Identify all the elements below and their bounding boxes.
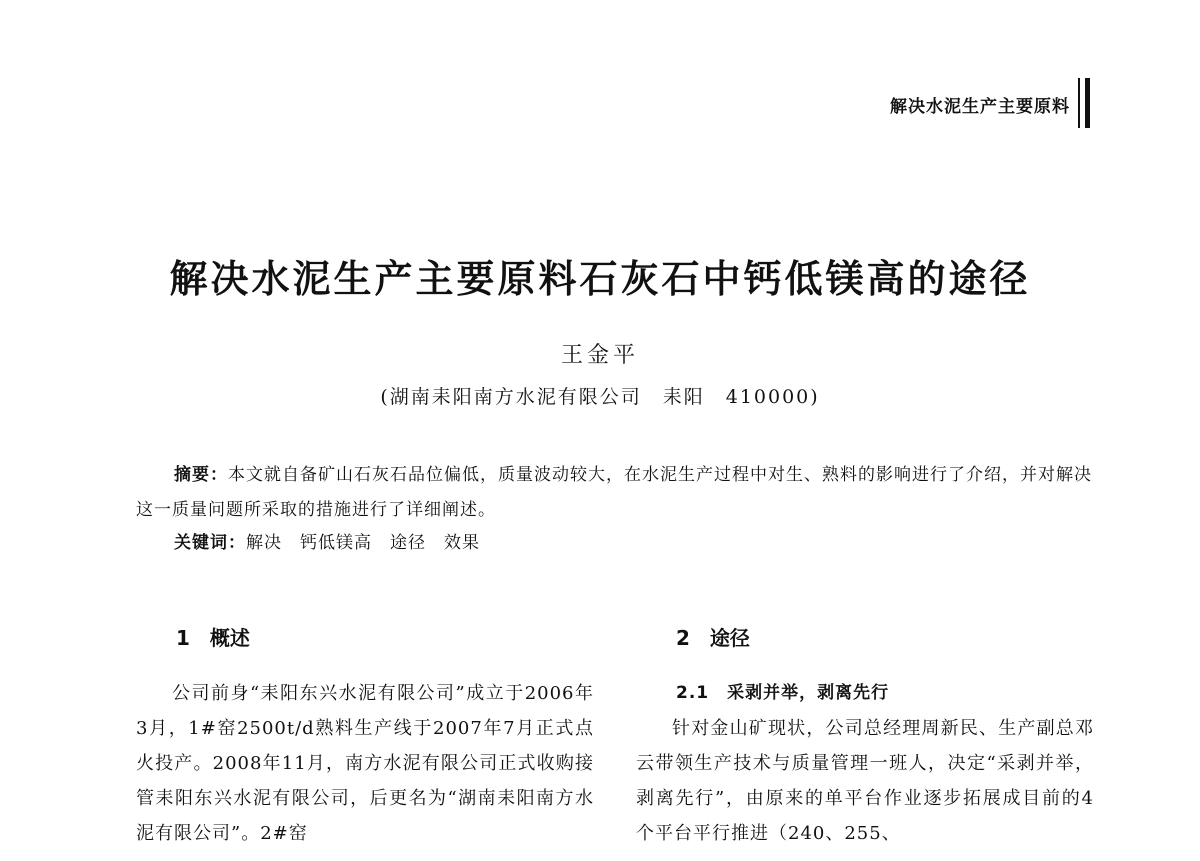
keywords-label: 关键词： [174, 533, 246, 553]
section-2-heading: 2 途径 [676, 626, 750, 650]
keywords-text: 解决 钙低镁高 途径 效果 [246, 533, 480, 553]
author: 王金平 [560, 343, 639, 368]
header-rule-thick [1085, 78, 1090, 128]
abstract [136, 458, 1096, 528]
paper-title: 解决水泥生产主要原料石灰石中钙低镁高的途径 [169, 256, 1031, 301]
section-1-paragraph: 公司前身“耒阳东兴水泥有限公司”成立于2006年3月，1#窑2500t/d熟料生产线于2007年7月正式点火投产。2008年11月，南方水泥有限公司正式收购接管耒阳东兴水泥有限公司，后更名为“湖南耒阳南方水泥有限公司”。2#窑 [136, 683, 594, 844]
abstract-text: 本文就自备矿山石灰石品位偏低，质量波动较大，在水泥生产过程中对生、熟料的影响进行了介绍，并对解决这一质量问题所采取的措施进行了详细阐述。 [136, 465, 1092, 520]
affiliation: (湖南耒阳南方水泥有限公司 耒阳 410000) [380, 386, 820, 408]
right-column [636, 676, 1094, 851]
section-2-1-heading: 2.1 采剥并举，剥离先行 [676, 683, 890, 703]
running-header: 解决水泥生产主要原料 [890, 97, 1070, 117]
section-2-1-paragraph: 针对金山矿现状，公司总经理周新民、生产副总邓云带领生产技术与质量管理一班人，决定“采剥并举，剥离先行”，由原来的单平台作业逐步拓展成目前的4个平台平行推进（240、255、 [636, 718, 1094, 844]
abstract-label: 摘要： [174, 465, 228, 485]
left-column [136, 676, 594, 851]
header-rule-thin [1078, 78, 1080, 128]
keywords [174, 528, 480, 553]
section-1-heading: 1 概述 [176, 626, 250, 650]
